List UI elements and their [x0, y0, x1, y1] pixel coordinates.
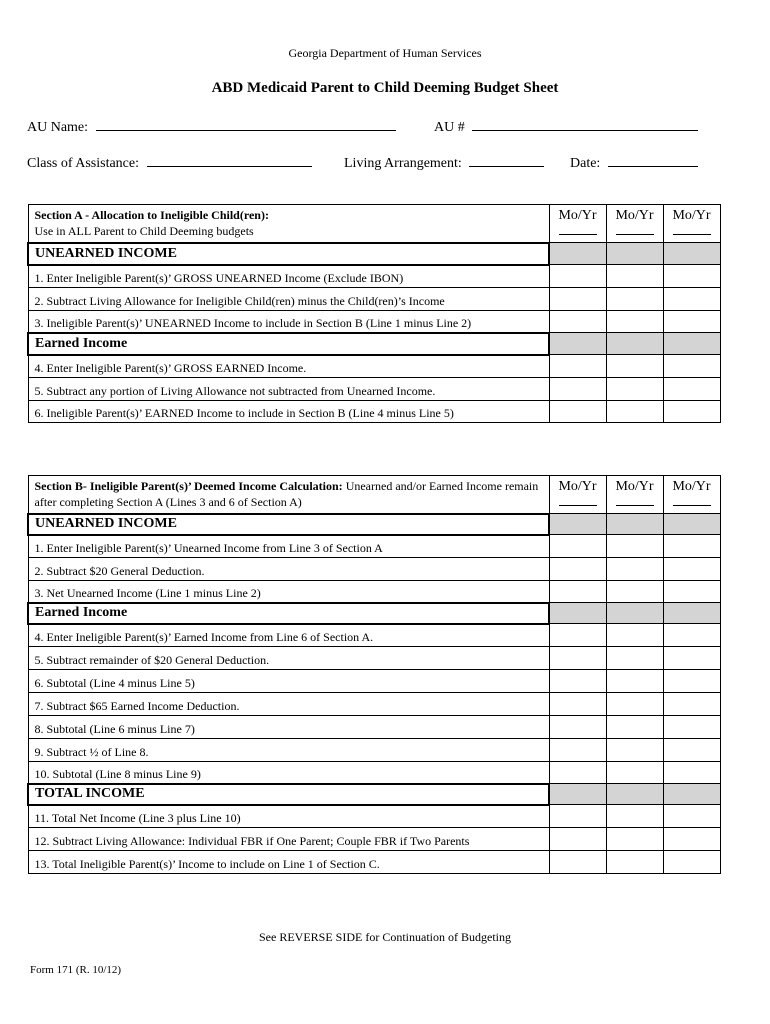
mo-yr-column-header — [606, 205, 663, 243]
class-of-assistance-field — [27, 152, 312, 172]
table-row — [28, 762, 720, 784]
form-number: Form 171 (R. 10/12) — [30, 964, 122, 976]
amount-cell[interactable] — [549, 693, 606, 716]
shaded-cell — [549, 514, 606, 535]
amount-cell[interactable] — [663, 624, 720, 647]
living-arrangement-label: Living Arrangement: — [344, 156, 462, 171]
line-label: 3. Ineligible Parent(s)’ UNEARNED Income to include in Section B (Line 1 minus Line 2) — [28, 311, 549, 333]
shaded-cell — [663, 603, 720, 624]
amount-cell[interactable] — [549, 624, 606, 647]
line-label: 10. Subtotal (Line 8 minus Line 9) — [28, 762, 549, 784]
section-b-header-row — [28, 476, 720, 514]
line-label: 13. Total Ineligible Parent(s)’ Income to include on Line 1 of Section C. — [28, 851, 549, 874]
section-a-unearned-heading-row — [28, 243, 720, 265]
line-label: 3. Net Unearned Income (Line 1 minus Line 2) — [28, 581, 549, 603]
amount-cell[interactable] — [606, 401, 663, 423]
au-name-label: AU Name: — [27, 120, 89, 135]
amount-cell[interactable] — [549, 288, 606, 311]
living-arrangement-field — [344, 152, 544, 172]
mo-yr-label: Mo/Yr — [558, 208, 597, 223]
amount-cell[interactable] — [606, 558, 663, 581]
mo-yr-label: Mo/Yr — [672, 479, 711, 494]
section-b-total-heading-row — [28, 784, 720, 805]
amount-cell[interactable] — [606, 265, 663, 288]
shaded-cell — [663, 333, 720, 355]
line-label: 8. Subtotal (Line 6 minus Line 7) — [28, 716, 549, 739]
amount-cell[interactable] — [663, 670, 720, 693]
table-row — [28, 558, 720, 581]
line-label: 5. Subtract any portion of Living Allowance not subtracted from Unearned Income. — [28, 378, 549, 401]
section-b-table — [27, 475, 721, 874]
amount-cell[interactable] — [663, 581, 720, 603]
amount-cell[interactable] — [663, 401, 720, 423]
section-a-table — [27, 204, 721, 423]
line-label: 2. Subtract $20 General Deduction. — [28, 558, 549, 581]
mo-yr-label: Mo/Yr — [615, 479, 654, 494]
section-b-earned-heading-row — [28, 603, 720, 624]
section-b-subtitle: Unearned and/or Earned Income remain after completing Section A (Lines 3 and 6 of Section A) — [34, 479, 539, 509]
au-name-field — [27, 116, 396, 136]
line-label: 4. Enter Ineligible Parent(s)’ GROSS EARNED Income. — [28, 355, 549, 378]
line-label: 11. Total Net Income (Line 3 plus Line 10) — [28, 805, 549, 828]
amount-cell[interactable] — [549, 716, 606, 739]
line-label: 2. Subtract Living Allowance for Ineligible Child(ren) minus the Child(ren)’s Income — [28, 288, 549, 311]
au-name-input[interactable] — [96, 116, 396, 131]
section-b-title: Section B- Ineligible Parent(s)’ Deemed Income Calculation: — [34, 479, 343, 493]
amount-cell[interactable] — [663, 355, 720, 378]
section-a-title: Section A - Allocation to Ineligible Child(ren): — [34, 208, 269, 222]
line-label: 5. Subtract remainder of $20 General Deduction. — [28, 647, 549, 670]
line-label: 12. Subtract Living Allowance: Individual FBR if One Parent; Couple FBR if Two Parents — [28, 828, 549, 851]
amount-cell[interactable] — [663, 762, 720, 784]
amount-cell[interactable] — [663, 265, 720, 288]
line-label: 1. Enter Ineligible Parent(s)’ GROSS UNEARNED Income (Exclude IBON) — [28, 265, 549, 288]
table-row — [28, 355, 720, 378]
amount-cell[interactable] — [606, 535, 663, 558]
amount-cell[interactable] — [606, 581, 663, 603]
shaded-cell — [606, 333, 663, 355]
amount-cell[interactable] — [663, 311, 720, 333]
table-row — [28, 739, 720, 762]
table-row — [28, 716, 720, 739]
amount-cell[interactable] — [663, 558, 720, 581]
shaded-cell — [606, 784, 663, 805]
table-row — [28, 624, 720, 647]
amount-cell[interactable] — [549, 265, 606, 288]
shaded-cell — [663, 784, 720, 805]
table-row — [28, 851, 720, 874]
amount-cell[interactable] — [549, 581, 606, 603]
amount-cell[interactable] — [606, 378, 663, 401]
amount-cell[interactable] — [606, 311, 663, 333]
shaded-cell — [549, 784, 606, 805]
table-row — [28, 265, 720, 288]
amount-cell[interactable] — [549, 647, 606, 670]
table-row — [28, 828, 720, 851]
amount-cell[interactable] — [549, 535, 606, 558]
amount-cell[interactable] — [663, 288, 720, 311]
date-label: Date: — [570, 156, 601, 171]
living-arrangement-input[interactable] — [469, 152, 544, 167]
mo-yr-column-header — [549, 476, 606, 514]
table-row — [28, 535, 720, 558]
line-label: 7. Subtract $65 Earned Income Deduction. — [28, 693, 549, 716]
au-number-field — [434, 116, 698, 136]
amount-cell[interactable] — [606, 805, 663, 828]
amount-cell[interactable] — [549, 401, 606, 423]
amount-cell[interactable] — [549, 828, 606, 851]
section-a-subtitle: Use in ALL Parent to Child Deeming budgets — [34, 224, 254, 238]
amount-cell[interactable] — [663, 805, 720, 828]
amount-cell[interactable] — [606, 288, 663, 311]
amount-cell[interactable] — [549, 739, 606, 762]
table-row — [28, 581, 720, 603]
amount-cell[interactable] — [663, 647, 720, 670]
amount-cell[interactable] — [549, 378, 606, 401]
date-input[interactable] — [608, 152, 698, 167]
amount-cell[interactable] — [606, 670, 663, 693]
section-a-header — [28, 205, 549, 243]
line-label: 6. Ineligible Parent(s)’ EARNED Income to include in Section B (Line 4 minus Line 5) — [28, 401, 549, 423]
shaded-cell — [606, 243, 663, 265]
amount-cell[interactable] — [606, 851, 663, 874]
section-a-earned-heading-row — [28, 333, 720, 355]
amount-cell[interactable] — [606, 762, 663, 784]
mo-yr-column-header — [549, 205, 606, 243]
section-b-unearned-heading-row — [28, 514, 720, 535]
class-of-assistance-input[interactable] — [147, 152, 312, 167]
au-number-label: AU # — [434, 120, 465, 135]
shaded-cell — [663, 243, 720, 265]
line-label: 9. Subtract ½ of Line 8. — [28, 739, 549, 762]
amount-cell[interactable] — [606, 624, 663, 647]
shaded-cell — [606, 514, 663, 535]
amount-cell[interactable] — [663, 378, 720, 401]
mo-yr-label: Mo/Yr — [558, 479, 597, 494]
amount-cell[interactable] — [663, 535, 720, 558]
amount-cell[interactable] — [663, 828, 720, 851]
shaded-cell — [606, 603, 663, 624]
amount-cell[interactable] — [606, 355, 663, 378]
table-row — [28, 647, 720, 670]
table-row — [28, 401, 720, 423]
amount-cell[interactable] — [606, 716, 663, 739]
date-field — [570, 152, 698, 172]
amount-cell[interactable] — [549, 805, 606, 828]
amount-cell[interactable] — [606, 739, 663, 762]
table-row — [28, 670, 720, 693]
table-row — [28, 288, 720, 311]
shaded-cell — [549, 603, 606, 624]
section-b-header — [28, 476, 549, 514]
form-title: ABD Medicaid Parent to Child Deeming Budget Sheet — [211, 80, 559, 96]
earned-income-heading: Earned Income — [28, 333, 549, 355]
mo-yr-label: Mo/Yr — [615, 208, 654, 223]
amount-cell[interactable] — [549, 355, 606, 378]
amount-cell[interactable] — [663, 716, 720, 739]
table-row — [28, 378, 720, 401]
amount-cell[interactable] — [549, 851, 606, 874]
line-label: 4. Enter Ineligible Parent(s)’ Earned Income from Line 6 of Section A. — [28, 624, 549, 647]
agency-name: Georgia Department of Human Services — [288, 46, 482, 60]
reverse-side-note: See REVERSE SIDE for Continuation of Budgeting — [259, 930, 511, 944]
shaded-cell — [663, 514, 720, 535]
mo-yr-column-header — [663, 205, 720, 243]
unearned-income-heading: UNEARNED INCOME — [28, 514, 549, 535]
shaded-cell — [549, 243, 606, 265]
section-a-header-row — [28, 205, 720, 243]
shaded-cell — [549, 333, 606, 355]
table-row — [28, 805, 720, 828]
amount-cell[interactable] — [606, 828, 663, 851]
table-row — [28, 693, 720, 716]
amount-cell[interactable] — [549, 311, 606, 333]
amount-cell[interactable] — [663, 851, 720, 874]
mo-yr-label: Mo/Yr — [672, 208, 711, 223]
amount-cell[interactable] — [606, 693, 663, 716]
earned-income-heading: Earned Income — [28, 603, 549, 624]
table-row — [28, 311, 720, 333]
amount-cell[interactable] — [606, 647, 663, 670]
mo-yr-column-header — [606, 476, 663, 514]
class-of-assistance-label: Class of Assistance: — [27, 156, 139, 171]
line-label: 6. Subtotal (Line 4 minus Line 5) — [28, 670, 549, 693]
amount-cell[interactable] — [549, 762, 606, 784]
mo-yr-column-header — [663, 476, 720, 514]
unearned-income-heading: UNEARNED INCOME — [28, 243, 549, 265]
amount-cell[interactable] — [663, 693, 720, 716]
line-label: 1. Enter Ineligible Parent(s)’ Unearned Income from Line 3 of Section A — [28, 535, 549, 558]
amount-cell[interactable] — [663, 739, 720, 762]
amount-cell[interactable] — [549, 670, 606, 693]
total-income-heading: TOTAL INCOME — [28, 784, 549, 805]
au-number-input[interactable] — [472, 116, 698, 131]
amount-cell[interactable] — [549, 558, 606, 581]
